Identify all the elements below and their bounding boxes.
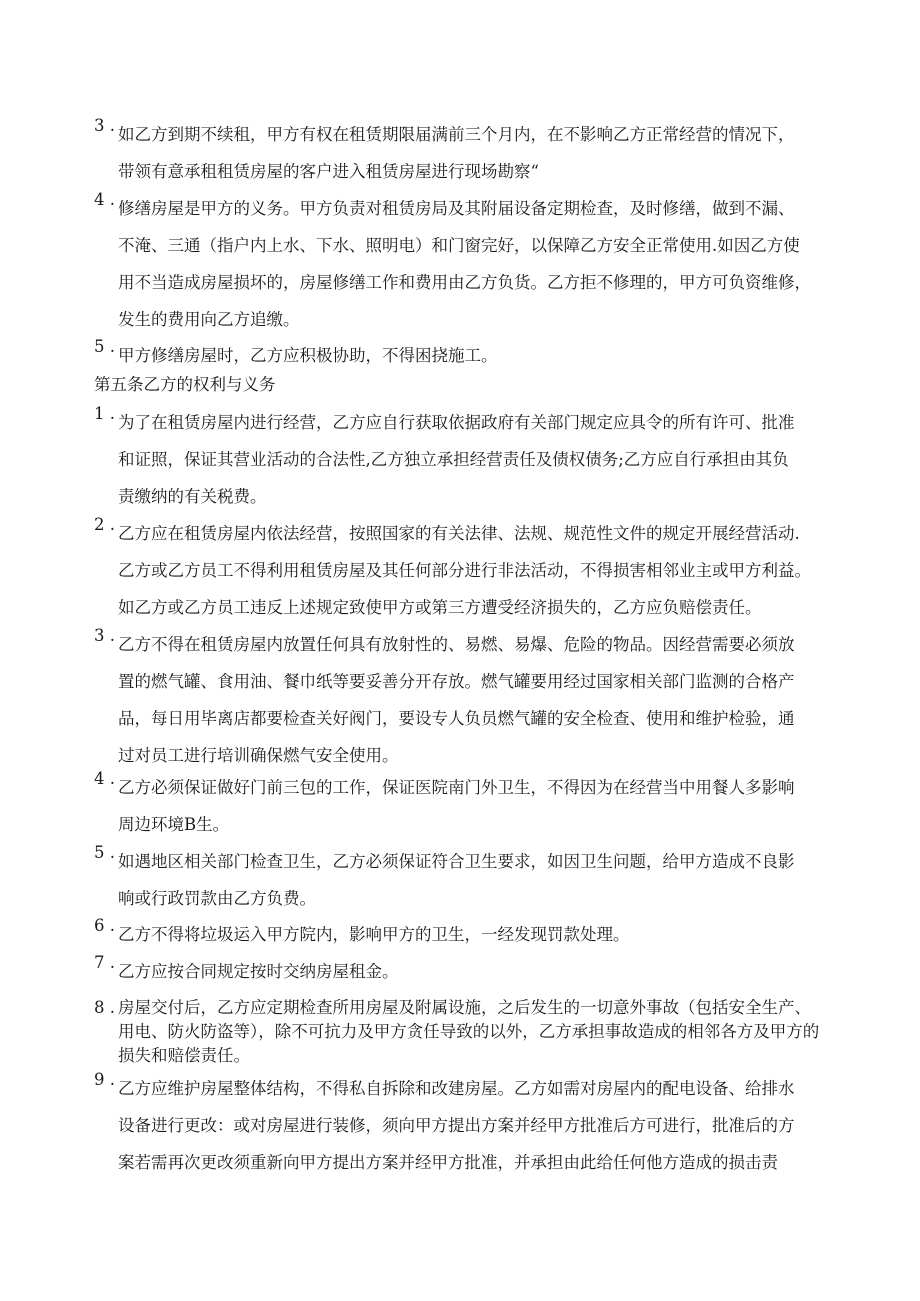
clause-line: 用不当造成房屋损坏的，房屋修缮工作和费用由乙方负货。乙方拒不修理的，甲方可负资维修， [118, 273, 811, 292]
clause-b8 [94, 996, 834, 1068]
clause-a4 [94, 190, 834, 338]
clause-line: 乙方不得将垃圾运入甲方院内，影响甲方的卫生，一经发现罚款处理。 [118, 925, 630, 944]
clause-line: 和证照，保证其营业活动的合法性,乙方独立承担经营责任及债权债务;乙方应自行承担由其负 [118, 450, 789, 469]
clause-number: 1 . [94, 404, 115, 423]
clause-line: 责缴纳的有关税费。 [118, 487, 267, 506]
clause-number: 4 . [94, 190, 115, 209]
clause-line: 修缮房屋是甲方的义务。甲方负责对租赁房局及其附届设备定期检查，及时修缮，做到不漏、 [118, 199, 795, 218]
clause-b3 [94, 626, 834, 774]
clause-line: 品，每日用毕离店都要检查关好阀门，要设专人负员燃气罐的安全检查、使用和维护检验，通 [118, 709, 795, 728]
clause-line: 响或行政罚款由乙方负费。 [118, 889, 316, 908]
section-heading: 第五条乙方的权利与义务 [94, 375, 276, 394]
clause-line: 乙方应维护房屋整体结构，不得私自拆除和改建房屋。乙方如需对房屋内的配电设备、给排水 [118, 1079, 795, 1098]
clause-number: 4 . [94, 769, 115, 788]
clause-line: 带领有意承租租赁房屋的客户进入租赁房屋进行现场勘察“ [118, 162, 539, 181]
clause-line: 乙方不得在租赁房屋内放置任何具有放射性的、易燃、易爆、危险的物品。因经营需要必须放 [118, 635, 795, 654]
clause-number: 7 . [94, 953, 115, 972]
clause-b1 [94, 404, 834, 515]
clause-b7 [94, 953, 834, 990]
clause-a5 [94, 337, 834, 374]
clause-line: 用电、防火防盗等），除不可抗力及甲方贪任导致的以外，乙方承担事故造成的相邻各方及甲方的 [118, 1022, 820, 1041]
clause-line: 过对员工进行培训确保燃气安全使用。 [118, 746, 399, 765]
clause-number: 8 . [94, 998, 115, 1017]
clause-line: 损失和赔偿责任。 [118, 1046, 250, 1065]
clause-a3 [94, 116, 834, 190]
clause-b5 [94, 843, 834, 917]
clause-number: 9 . [94, 1070, 115, 1089]
clause-line: 不淹、三通（指户内上水、下水、照明电）和门窗完好，以保障乙方安全正常使用.如因乙方使 [118, 236, 800, 255]
clause-b2 [94, 515, 834, 626]
clause-line: 周边环境B生。 [118, 815, 230, 834]
clause-line: 设备进行更改：或对房屋进行装修，须向甲方提出方案并经甲方批准后方可进行，批准后的方 [118, 1116, 795, 1135]
clause-line: 案若需再次更改须重新向甲方提出方案并经甲方批准，并承担由此给任何他方造成的损击责 [118, 1153, 778, 1172]
clause-number: 5 . [94, 843, 115, 862]
clause-b9 [94, 1070, 834, 1181]
clause-number: 3 . [94, 626, 115, 645]
clause-b4 [94, 769, 834, 843]
clause-line: 为了在租赁房屋内进行经营，乙方应自行获取依据政府有关部门规定应具令的所有许可、批准 [118, 413, 795, 432]
clause-number: 6 . [94, 916, 115, 935]
clause-line: 乙方或乙方员工不得利用租赁房屋及其任何部分进行非法活动，不得损害相邻业主或甲方利益。 [118, 561, 811, 580]
clause-line: 乙方应在租赁房屋内依法经营，按照国家的有关法律、法规、规范性文件的规定开展经营活动. [118, 524, 800, 543]
clause-line: 发生的费用向乙方追缴。 [118, 310, 300, 329]
clause-line: 甲方修缮房屋时，乙方应积极协助，不得困挠施工。 [118, 346, 498, 365]
clause-line: 如遇地区相关部门检查卫生，乙方必须保证符合卫生要求，如因卫生问题，给甲方造成不良影 [118, 852, 795, 871]
clause-line: 乙方必须保证做好门前三包的工作，保证医院南门外卫生，不得因为在经营当中用餐人多影响 [118, 778, 795, 797]
clause-b6 [94, 916, 834, 953]
clause-line: 如乙方到期不续租，甲方有权在租赁期限届满前三个月内，在不影响乙方正常经营的情况下， [118, 125, 795, 144]
clause-line: 房屋交付后，乙方应定期检查所用房屋及附属设施，之后发生的一切意外事故（包括安全生产、 [118, 998, 811, 1017]
clause-number: 3 . [94, 116, 115, 135]
clause-line: 如乙方或乙方员工违反上述规定致使甲方或第三方遭受经济损失的，乙方应负赔偿责任。 [118, 598, 762, 617]
clause-number: 2 . [94, 515, 115, 534]
clause-line: 置的燃气罐、食用油、餐巾纸等要妥善分开存放。燃气罐要用经过国家相关部门监测的合格产 [118, 672, 795, 691]
clause-line: 乙方应按合同规定按时交纳房屋租金。 [118, 962, 399, 981]
clause-number: 5 . [94, 337, 115, 356]
